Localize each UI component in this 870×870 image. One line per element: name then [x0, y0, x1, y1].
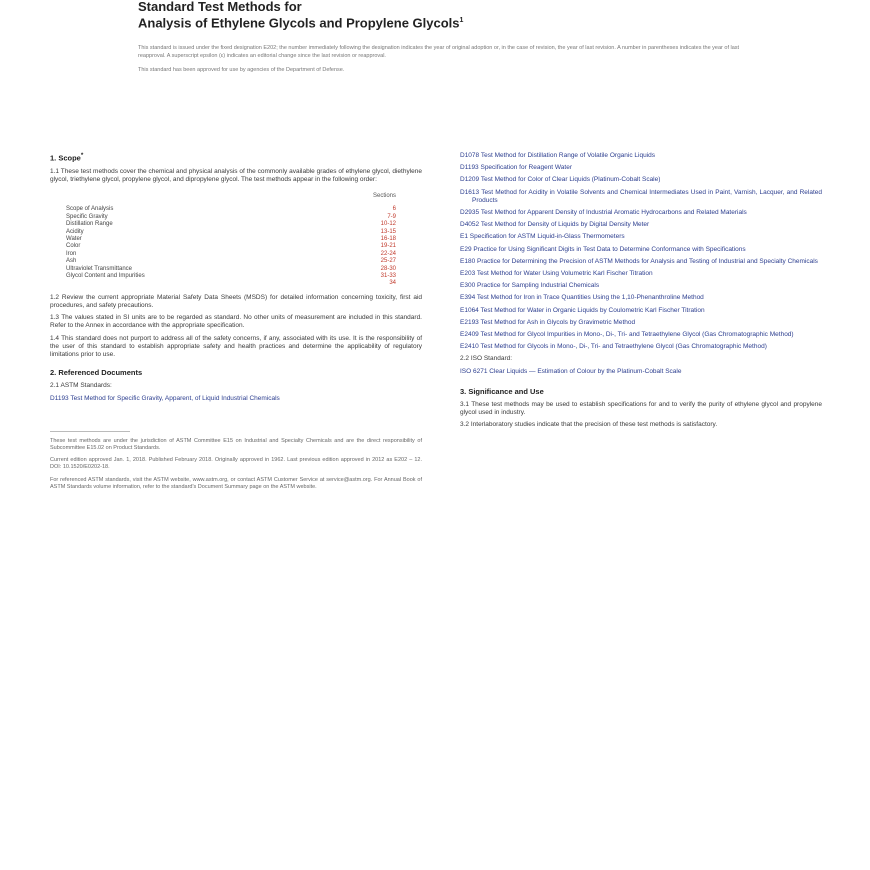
title-footnote-mark: 1 — [459, 17, 464, 24]
table-row — [66, 206, 396, 213]
astm-standards-subhead: 2.1 ASTM Standards: — [50, 382, 112, 390]
table-cell-name: Ultraviolet Transmittance — [66, 265, 133, 272]
table-row — [66, 214, 396, 221]
reference-item[interactable] — [460, 343, 822, 351]
table-row — [66, 266, 396, 273]
reference-code: ISO 6271 — [460, 367, 488, 375]
table-cell-section[interactable]: 19-21 — [380, 243, 396, 250]
table-cell-section[interactable]: 31-33 — [380, 272, 396, 279]
table-cell-name: Glycol Content and Impurities — [66, 272, 145, 279]
table-cell-section[interactable]: 13-15 — [380, 228, 396, 235]
table-cell-section[interactable]: 7-9 — [387, 213, 396, 220]
reference-item[interactable] — [460, 282, 822, 290]
table-cell-name: Color — [66, 243, 81, 250]
table-cell-section[interactable]: 10-12 — [380, 221, 396, 228]
reference-title: Specification for Reagent Water — [480, 164, 573, 172]
title-line-2: Analysis of Ethylene Glycols and Propylene Glycols$^1$ — [138, 15, 464, 31]
table-cell-section[interactable]: 22-24 — [380, 250, 396, 257]
paragraph-1-2: 1.2 Review the current appropriate Material Safety Data Sheets (MSDS) for detailed information concerning toxicity, first aid procedures, and safety precautions. — [50, 293, 422, 309]
paragraph-3-1: 3.1 These test methods may be used to establish specifications for and to verify the purity of ethylene glycol and propylene glycol used in industry. — [460, 401, 822, 417]
table-cell-section[interactable]: 6 — [392, 206, 396, 213]
reference-title: Test Method for Glycol Impurities in Mono-, Di-, Tri- and Tetraethylene Glycol (Gas Chromatographic Method) — [480, 331, 794, 339]
table-row — [66, 221, 396, 228]
reference-item[interactable] — [460, 176, 822, 184]
table-cell-name: Scope of Analysis — [66, 206, 114, 213]
footnote-divider — [50, 431, 130, 432]
reference-code: E29 — [460, 245, 472, 253]
table-cell-name: Water — [66, 235, 82, 242]
table-row — [66, 236, 396, 243]
table-cell-name: Acidity — [66, 228, 84, 235]
reference-item[interactable] — [460, 164, 822, 172]
reference-code: E203 — [460, 270, 476, 278]
table-row — [66, 251, 396, 258]
reference-item[interactable] — [460, 319, 822, 327]
reference-title: Test Method for Ash in Glycols by Gravimetric Method — [480, 318, 636, 326]
paragraph-1-4: 1.4 This standard does not purport to address all of the safety concerns, if any, associated with its use. It is the responsibility of the user of this standard to establish appropriate safety and health practices and determine the applicability of regulatory limitations prior to use. — [50, 334, 422, 358]
reference-code: D1078 — [460, 152, 480, 159]
left-reference-list — [50, 395, 422, 403]
reference-code: D1209 — [460, 176, 480, 184]
reference-item[interactable] — [460, 233, 822, 241]
reference-code: E394 — [460, 294, 476, 302]
reference-title: Test Method for Distillation Range of Volatile Organic Liquids — [480, 152, 656, 159]
reference-item[interactable] — [460, 368, 822, 376]
right-reference-list — [460, 152, 822, 351]
reference-item[interactable] — [460, 209, 822, 217]
left-column — [50, 152, 422, 496]
reference-code: E300 — [460, 282, 476, 290]
title-line-1: Standard Test Methods for — [138, 0, 302, 14]
reference-item[interactable] — [460, 270, 822, 278]
reference-item[interactable] — [460, 246, 822, 254]
table-row — [66, 229, 396, 236]
table-cell-section[interactable]: 25-27 — [380, 258, 396, 265]
document-header — [138, 0, 838, 74]
reference-title: Clear Liquids — Estimation of Colour by the Platinum-Cobalt Scale — [489, 367, 682, 375]
reference-title: Test Method for Apparent Density of Industrial Aromatic Hydrocarbons and Related Materials — [480, 209, 747, 217]
table-cell-name — [66, 280, 342, 287]
reference-code: D1193 — [50, 394, 69, 402]
reference-code: D2935 — [460, 209, 480, 217]
reference-code: D4052 — [460, 221, 480, 229]
footnotes — [50, 438, 422, 491]
reference-title: Test Method for Water in Organic Liquids by Coulometric Karl Fischer Titration — [480, 306, 705, 314]
reference-title: Practice for Determining the Precision of ASTM Methods for Analysis and Testing of Industrial and Specialty Chemicals — [477, 257, 818, 265]
reference-code: E2193 — [460, 318, 479, 326]
scope-sections-table — [66, 192, 396, 288]
paragraph-3-2: 3.2 Interlaboratory studies indicate that the precision of these test methods is satisfactory. — [460, 421, 718, 429]
paragraph-1-3: 1.3 The values stated in SI units are to be regarded as standard. No other units of measurement are included in this standard. Refer to the Annex in accordance with the appropriate specification. — [50, 314, 422, 330]
reference-title: Specification for ASTM Liquid-in-Glass Thermometers — [469, 233, 625, 241]
table-cell-name: Iron — [66, 250, 77, 257]
footnote: For referenced ASTM standards, visit the ASTM website, www.astm.org, or contact ASTM Customer Service at service@astm.org. For Annual Book of ASTM Standards volume information, refer to the standard's Document Summary page on the ASTM website. — [50, 476, 422, 490]
reference-title: Test Method for Specific Gravity, Apparent, of Liquid Industrial Chemicals — [70, 394, 280, 402]
reference-item[interactable] — [460, 189, 822, 205]
table-cell-section[interactable]: 28-30 — [380, 265, 396, 272]
reference-title: Test Method for Glycols in Mono-, Di-, Tri- and Tetraethylene Glycol (Gas Chromatographic Method) — [480, 343, 767, 351]
table-row — [66, 243, 396, 250]
reference-title: Test Method for Acidity in Volatile Solvents and Chemical Intermediates Used in Paint, Varnish, Lacquer, and Related Products — [472, 188, 822, 204]
paragraph-1-1: 1.1 These test methods cover the chemical and physical analysis of the commonly available grades of ethylene glycol, diethylene glycol, triethylene glycol, propylene glycol, and dipropylene glycol. The test methods appear in the following order: — [50, 167, 422, 183]
table-cell-name: Ash — [66, 258, 77, 265]
dod-approval-note: This standard has been approved for use by agencies of the Department of Defense. — [138, 67, 345, 74]
footnote: Current edition approved Jan. 1, 2018. Published February 2018. Originally approved in 1962. Last previous edition approved in 2012 as E202 – 12. DOI: 10.1520/E0202-18. — [50, 457, 422, 471]
table-row — [66, 273, 396, 280]
reference-item[interactable] — [50, 395, 422, 403]
reference-code: D1613 — [460, 188, 480, 196]
table-cell-name: Distillation Range — [66, 221, 113, 228]
reference-title: Test Method for Color of Clear Liquids (Platinum-Cobalt Scale) — [480, 176, 661, 184]
reference-item[interactable] — [460, 152, 822, 160]
reference-item[interactable] — [460, 331, 822, 339]
reference-code: E1064 — [460, 306, 479, 314]
table-header-sections: Sections — [372, 193, 396, 200]
reference-title: Test Method for Iron in Trace Quantities Using the 1,10-Phenanthroline Method — [476, 294, 704, 302]
section-significance-heading: 3. Significance and Use — [460, 386, 544, 396]
reference-item[interactable] — [460, 294, 822, 302]
reference-title: Test Method for Density of Liquids by Digital Density Meter — [480, 221, 650, 229]
reference-code: E2409 — [460, 331, 479, 339]
reference-code: E180 — [460, 257, 476, 265]
reference-code: D1193 — [460, 164, 479, 172]
reference-code: E2410 — [460, 343, 479, 351]
table-cell-section[interactable]: 16-18 — [380, 235, 396, 242]
document-title — [138, 0, 838, 30]
table-cell-section[interactable]: 34 — [389, 280, 396, 287]
reference-title: Test Method for Water Using Volumetric Karl Fischer Titration — [476, 270, 653, 278]
designation-abstract: This standard is issued under the fixed designation E202; the number immediately following the designation indicates the year of original adoption or, in the case of revision, the year of last revision. A number in parentheses indicates the year of last reapproval. A superscript epsilon (ε) indicates an editorial change since the last revision or reapproval. — [138, 45, 740, 60]
iso-reference-list — [460, 368, 822, 376]
footnote: These test methods are under the jurisdiction of ASTM Committee E15 on Industrial and Specialty Chemicals and are the direct responsibility of Subcommittee E15.02 on Product Standards. — [50, 437, 422, 452]
right-column — [460, 152, 822, 434]
reference-item[interactable] — [460, 221, 822, 229]
table-cell-name: Specific Gravity — [66, 213, 108, 220]
scope-mark: * — [80, 152, 84, 159]
section-scope-heading: 1. Scope* — [50, 152, 84, 163]
table-row — [66, 280, 396, 287]
reference-title: Practice for Sampling Industrial Chemicals — [477, 282, 600, 290]
reference-item[interactable] — [460, 258, 822, 266]
table-row — [66, 258, 396, 265]
reference-code: E1 — [460, 233, 468, 241]
reference-item[interactable] — [460, 307, 822, 315]
reference-title: Practice for Using Significant Digits in Test Data to Determine Conformance with Specifications — [473, 245, 746, 253]
iso-standard-subhead: 2.2 ISO Standard: — [460, 355, 513, 363]
section-referenced-documents-heading: 2. Referenced Documents — [50, 368, 143, 378]
